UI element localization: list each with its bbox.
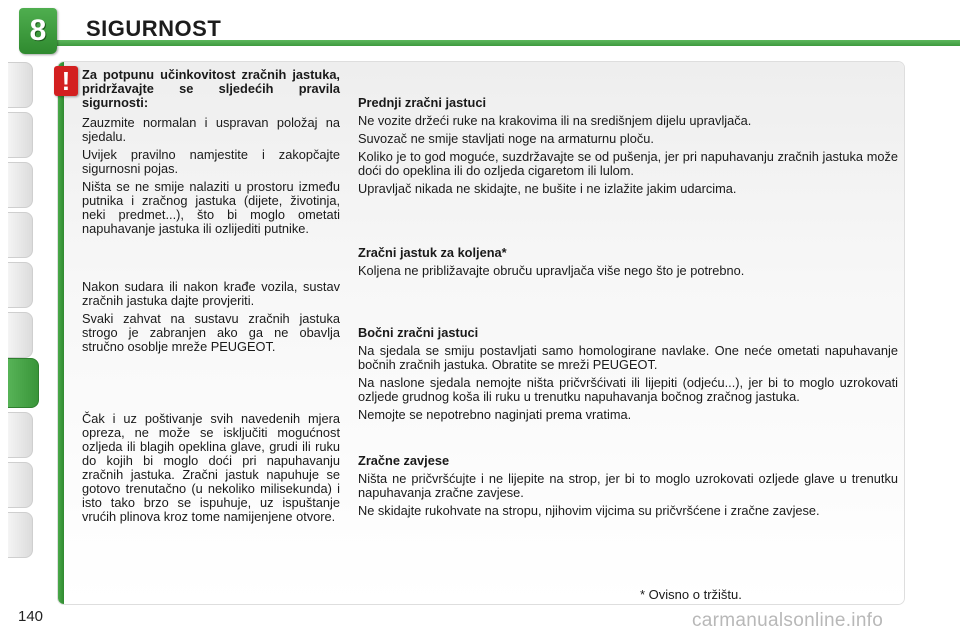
section-paragraph: Na naslone sjedala nemojte ništa pričvršćivati ili lijepiti (odjeću...), jer bi to moglo uzrokovati ozljede grudnog koša ili ruku u trenutku napuhavanja bočnog zračnog jastuka. <box>358 375 898 404</box>
rule-paragraph: Nakon sudara ili nakon krađe vozila, sustav zračnih jastuka dajte provjeriti. <box>82 279 340 308</box>
chapter-tab-8-active[interactable] <box>8 358 39 408</box>
airbag-sections-column <box>358 96 898 522</box>
chapter-tab-6[interactable] <box>8 312 33 358</box>
warning-symbol: ! <box>61 66 71 96</box>
chapter-tab-4[interactable] <box>8 212 33 258</box>
section-paragraph: Koliko je to god moguće, suzdržavajte se od pušenja, jer pri napuhavanju zračnih jastuka može doći do opeklina ili do ozljeda cigaretom ili lulom. <box>358 149 898 178</box>
section-heading-knee-airbag: Zračni jastuk za koljena* <box>358 245 507 260</box>
section-heading-front-airbags: Prednji zračni jastuci <box>358 95 487 110</box>
page-title: SIGURNOST <box>86 16 222 41</box>
chapter-tab-9[interactable] <box>8 412 33 458</box>
chapter-tab-2[interactable] <box>8 112 33 158</box>
rule-paragraph: Zauzmite normalan i uspravan položaj na sjedalu. <box>82 115 340 144</box>
section-paragraph: Ne skidajte rukohvate na stropu, njihovim vijcima su pričvršćene i zračne zavjese. <box>358 503 820 518</box>
chapter-tab-11[interactable] <box>8 512 33 558</box>
panel-accent-stripe <box>58 62 64 604</box>
safety-rules-lead: Za potpunu učinkovitost zračnih jastuka, pridržavajte se sljedećih pravila sigurnosti: <box>82 67 340 110</box>
footnote: * Ovisno o tržištu. <box>640 587 742 602</box>
chapter-tab-5[interactable] <box>8 262 33 308</box>
watermark-text: carmanualsonline.info <box>692 610 884 631</box>
section-paragraph: Nemojte se nepotrebno naginjati prema vratima. <box>358 407 632 422</box>
rule-paragraph: Ništa se ne smije nalaziti u prostoru između putnika i zračnog jastuka (dijete, životinja, neki predmet...), što bi moglo ometati napuhavanje jastuka ili ozlijediti putnike. <box>82 179 340 236</box>
section-heading-curtain-airbags: Zračne zavjese <box>358 453 450 468</box>
chapter-tab-3[interactable] <box>8 162 33 208</box>
safety-rules-column <box>82 68 340 528</box>
exclamation-warning-icon <box>54 66 78 96</box>
rule-paragraph: Svaki zahvat na sustavu zračnih jastuka strogo je zabranjen ako ga ne obavlja stručno osoblje mreže PEUGEOT. <box>82 311 340 354</box>
rule-paragraph: Uvijek pravilno namjestite i zakopčajte sigurnosni pojas. <box>82 147 340 176</box>
section-paragraph: Ne vozite držeći ruke na krakovima ili na središnjem dijelu upravljača. <box>358 113 752 128</box>
chapter-badge <box>19 8 57 54</box>
chapter-tab-10[interactable] <box>8 462 33 508</box>
section-paragraph: Upravljač nikada ne skidajte, ne bušite i ne izlažite jakim udarcima. <box>358 181 737 196</box>
section-paragraph: Na sjedala se smiju postavljati samo homologirane navlake. One neće ometati napuhavanje bočnih zračnih jastuka. Obratite se mreži PEUGEOT. <box>358 343 898 372</box>
chapter-number: 8 <box>29 14 47 47</box>
chapter-tab-1[interactable] <box>8 62 33 108</box>
section-paragraph: Suvozač ne smije stavljati noge na armaturnu ploču. <box>358 131 654 146</box>
section-paragraph: Koljena ne približavajte obruču upravljača više nego što je potrebno. <box>358 263 745 278</box>
rule-paragraph: Čak i uz poštivanje svih navedenih mjera opreza, ne može se isključiti mogućnost ozljeda ili blagih opeklina glave, grudi ili ruku do kojih bi moglo doći pri napuhavanju zračnih jastuka. Zračni jastuk napuhuje se gotovo trenutačno (u nekoliko milisekunda) i isto tako brzo se ispuhuje, uz ispuštanje vrućih plinova kroz tome namijenjene otvore. <box>82 411 340 524</box>
section-paragraph: Ništa ne pričvršćujte i ne lijepite na strop, jer bi to moglo uzrokovati ozljede glave u trenutku napuhavanja zračne zavjese. <box>358 471 898 500</box>
page-number: 140 <box>18 608 44 625</box>
chapter-tab-rail <box>0 62 40 582</box>
section-heading-side-airbags: Bočni zračni jastuci <box>358 325 479 340</box>
